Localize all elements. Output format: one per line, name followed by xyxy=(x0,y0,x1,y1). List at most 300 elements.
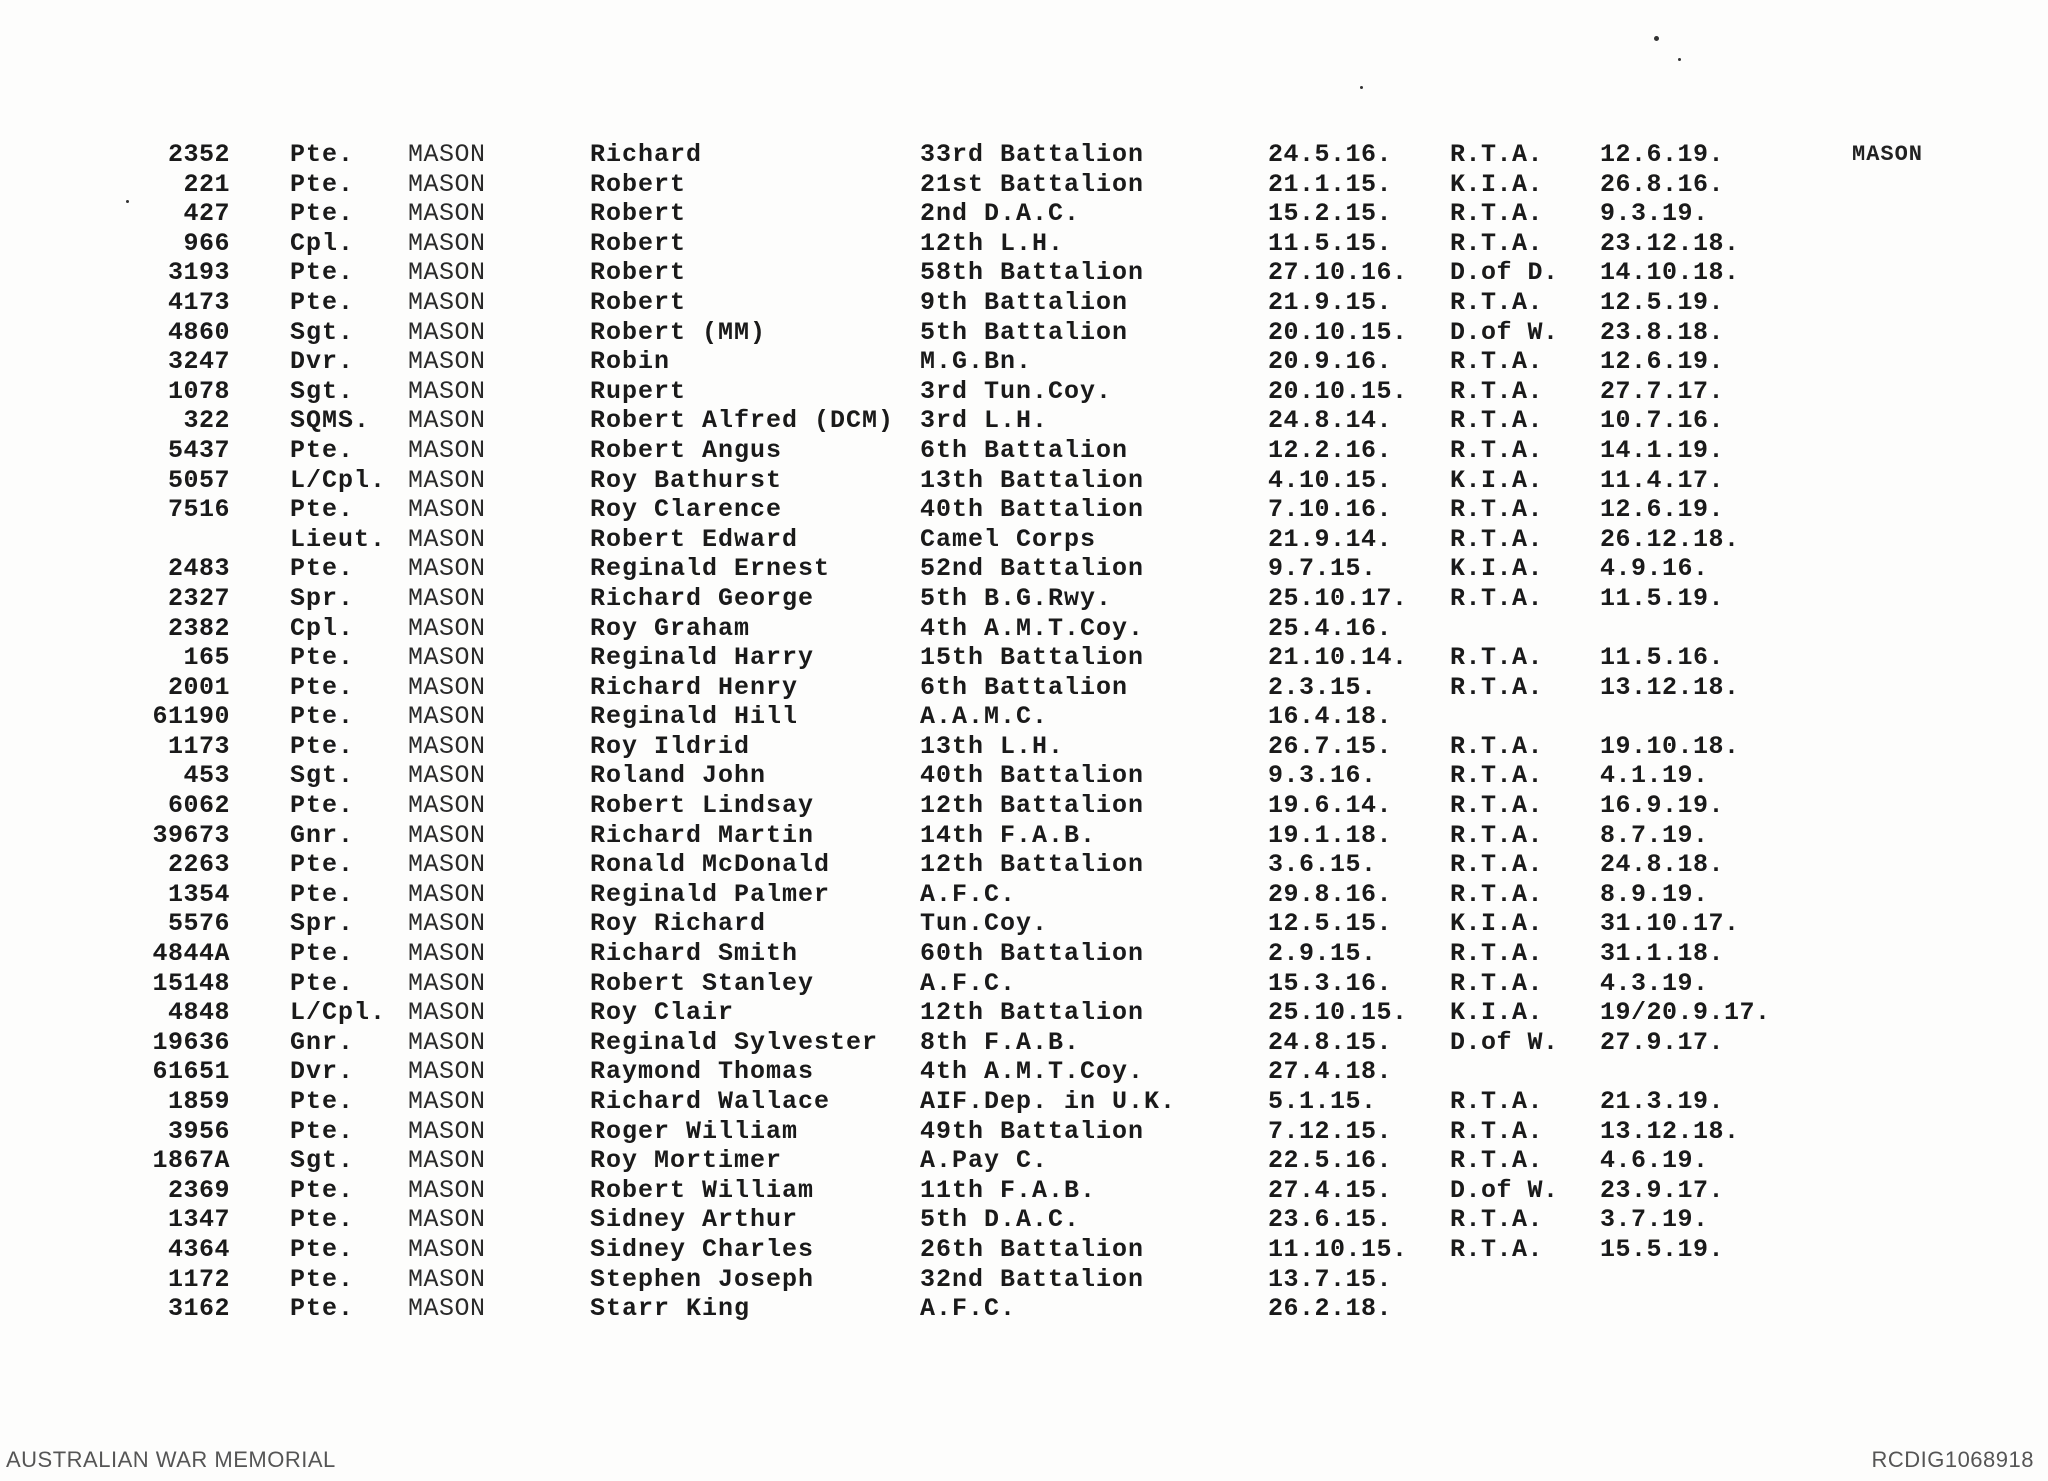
roll-entry xyxy=(90,1117,1810,1147)
unit: 49th Battalion xyxy=(920,1116,1145,1146)
roll-entry xyxy=(90,1146,1810,1176)
unit: Tun.Coy. xyxy=(920,909,1049,939)
rank: Pte. xyxy=(290,169,355,199)
roll-entry xyxy=(90,1235,1810,1265)
roll-entry xyxy=(90,880,1810,910)
surname: MASON xyxy=(408,1294,486,1324)
enlistment-date: 20.10.15. xyxy=(1268,317,1408,347)
enlistment-date: 13.7.15. xyxy=(1268,1264,1393,1294)
roll-entry xyxy=(90,939,1810,969)
fate-date: 15.5.19. xyxy=(1600,1234,1725,1264)
unit: 11th F.A.B. xyxy=(920,1175,1097,1205)
fate-date: 16.9.19. xyxy=(1600,791,1725,821)
fate: K.I.A. xyxy=(1450,909,1544,939)
service-number: 61190 xyxy=(152,702,230,732)
rank: Pte. xyxy=(290,1294,355,1324)
surname: MASON xyxy=(408,968,486,998)
enlistment-date: 25.10.17. xyxy=(1268,583,1408,613)
surname: MASON xyxy=(408,820,486,850)
rank: Spr. xyxy=(290,909,355,939)
fate: R.T.A. xyxy=(1450,435,1544,465)
fate: R.T.A. xyxy=(1450,524,1544,554)
surname: MASON xyxy=(408,1146,486,1176)
surname: MASON xyxy=(408,140,486,169)
service-number: 3193 xyxy=(167,258,230,288)
unit: 6th Battalion xyxy=(920,672,1129,702)
surname: MASON xyxy=(408,317,486,347)
rank: Pte. xyxy=(290,1205,355,1235)
service-number: 966 xyxy=(183,228,230,258)
surname: MASON xyxy=(408,1205,486,1235)
fate-date: 12.6.19. xyxy=(1600,495,1725,525)
fate-date: 26.12.18. xyxy=(1600,524,1740,554)
surname: MASON xyxy=(408,850,486,880)
given-names: Robert xyxy=(590,199,687,229)
enlistment-date: 24.8.15. xyxy=(1268,1027,1393,1057)
roll-entry xyxy=(90,554,1810,584)
given-names: Roger William xyxy=(590,1116,799,1146)
nominal-roll-list xyxy=(90,140,1810,1324)
enlistment-date: 29.8.16. xyxy=(1268,879,1393,909)
service-number: 2001 xyxy=(167,672,230,702)
given-names: Rupert xyxy=(590,376,687,406)
service-number: 4848 xyxy=(167,998,230,1028)
fate-date: 19.10.18. xyxy=(1600,731,1740,761)
rank: Pte. xyxy=(290,1264,355,1294)
service-number: 427 xyxy=(183,199,230,229)
enlistment-date: 9.3.16. xyxy=(1268,761,1377,791)
service-number: 1172 xyxy=(167,1264,230,1294)
unit: 12th Battalion xyxy=(920,998,1145,1028)
service-number: 4173 xyxy=(167,287,230,317)
unit: 8th F.A.B. xyxy=(920,1027,1081,1057)
surname: MASON xyxy=(408,1116,486,1146)
surname: MASON xyxy=(408,524,486,554)
rank: Pte. xyxy=(290,287,355,317)
dust-speck xyxy=(1654,36,1659,41)
enlistment-date: 16.4.18. xyxy=(1268,702,1393,732)
dust-speck xyxy=(1678,58,1681,61)
given-names: Roy Clarence xyxy=(590,495,783,525)
rank: Gnr. xyxy=(290,820,355,850)
fate-date: 11.5.16. xyxy=(1600,643,1725,673)
roll-entry xyxy=(90,1205,1810,1235)
service-number: 453 xyxy=(183,761,230,791)
enlistment-date: 24.5.16. xyxy=(1268,140,1393,169)
enlistment-date: 21.9.15. xyxy=(1268,287,1393,317)
roll-entry xyxy=(90,1028,1810,1058)
roll-entry xyxy=(90,318,1810,348)
given-names: Roy Clair xyxy=(590,998,735,1028)
fate: R.T.A. xyxy=(1450,672,1544,702)
service-number: 5576 xyxy=(167,909,230,939)
fate-date: 23.12.18. xyxy=(1600,228,1740,258)
fate: R.T.A. xyxy=(1450,199,1544,229)
surname: MASON xyxy=(408,702,486,732)
enlistment-date: 21.9.14. xyxy=(1268,524,1393,554)
given-names: Robin xyxy=(590,347,671,377)
enlistment-date: 5.1.15. xyxy=(1268,1087,1377,1116)
surname: MASON xyxy=(408,1234,486,1264)
service-number: 3956 xyxy=(167,1116,230,1146)
footer-institution: AUSTRALIAN WAR MEMORIAL xyxy=(6,1447,336,1472)
roll-entry xyxy=(90,466,1810,496)
given-names: Roy Richard xyxy=(590,909,767,939)
enlistment-date: 26.7.15. xyxy=(1268,731,1393,761)
unit: 60th Battalion xyxy=(920,939,1145,969)
fate-date: 11.5.19. xyxy=(1600,583,1725,613)
fate: R.T.A. xyxy=(1450,495,1544,525)
fate-date: 8.9.19. xyxy=(1600,879,1709,909)
fate-date: 24.8.18. xyxy=(1600,850,1725,880)
fate: R.T.A. xyxy=(1450,1087,1544,1116)
rank: L/Cpl. xyxy=(290,465,387,495)
fate: R.T.A. xyxy=(1450,761,1544,791)
enlistment-date: 22.5.16. xyxy=(1268,1146,1393,1176)
rank: Sgt. xyxy=(290,317,355,347)
surname: MASON xyxy=(408,672,486,702)
rank: Pte. xyxy=(290,879,355,909)
unit: AIF.Dep. in U.K. xyxy=(920,1087,1177,1116)
rank: Pte. xyxy=(290,1175,355,1205)
enlistment-date: 27.10.16. xyxy=(1268,258,1408,288)
rank: Pte. xyxy=(290,850,355,880)
fate-date: 13.12.18. xyxy=(1600,672,1740,702)
given-names: Sidney Charles xyxy=(590,1234,815,1264)
rank: Pte. xyxy=(290,731,355,761)
unit: M.G.Bn. xyxy=(920,347,1033,377)
given-names: Richard Smith xyxy=(590,939,799,969)
roll-entry xyxy=(90,199,1810,229)
fate-date: 23.8.18. xyxy=(1600,317,1725,347)
given-names: Robert xyxy=(590,258,687,288)
given-names: Roland John xyxy=(590,761,767,791)
roll-entry xyxy=(90,140,1810,170)
enlistment-date: 15.2.15. xyxy=(1268,199,1393,229)
roll-entry xyxy=(90,821,1810,851)
rank: Pte. xyxy=(290,495,355,525)
rank: Pte. xyxy=(290,554,355,584)
rank: Pte. xyxy=(290,672,355,702)
fate-date: 4.6.19. xyxy=(1600,1146,1709,1176)
roll-entry xyxy=(90,377,1810,407)
roll-entry xyxy=(90,1057,1810,1087)
enlistment-date: 20.9.16. xyxy=(1268,347,1393,377)
fate: R.T.A. xyxy=(1450,406,1544,436)
unit: A.A.M.C. xyxy=(920,702,1049,732)
surname: MASON xyxy=(408,435,486,465)
rank: L/Cpl. xyxy=(290,998,387,1028)
given-names: Roy Bathurst xyxy=(590,465,783,495)
given-names: Robert Angus xyxy=(590,435,783,465)
fate-date: 12.5.19. xyxy=(1600,287,1725,317)
unit: 13th L.H. xyxy=(920,731,1065,761)
fate: R.T.A. xyxy=(1450,1234,1544,1264)
enlistment-date: 11.5.15. xyxy=(1268,228,1393,258)
given-names: Ronald McDonald xyxy=(590,850,831,880)
service-number: 1347 xyxy=(167,1205,230,1235)
service-number: 2369 xyxy=(167,1175,230,1205)
given-names: Roy Graham xyxy=(590,613,751,643)
surname: MASON xyxy=(408,791,486,821)
rank: Pte. xyxy=(290,199,355,229)
unit: 4th A.M.T.Coy. xyxy=(920,613,1145,643)
rank: Pte. xyxy=(290,258,355,288)
enlistment-date: 27.4.15. xyxy=(1268,1175,1393,1205)
unit: 5th D.A.C. xyxy=(920,1205,1081,1235)
fate: K.I.A. xyxy=(1450,169,1544,199)
enlistment-date: 11.10.15. xyxy=(1268,1234,1408,1264)
fate-date: 4.1.19. xyxy=(1600,761,1709,791)
fate: R.T.A. xyxy=(1450,1116,1544,1146)
service-number: 2352 xyxy=(167,140,230,169)
rank: Lieut. xyxy=(290,524,387,554)
fate: R.T.A. xyxy=(1450,879,1544,909)
rank: Pte. xyxy=(290,140,355,169)
roll-entry xyxy=(90,673,1810,703)
unit: 40th Battalion xyxy=(920,495,1145,525)
given-names: Richard George xyxy=(590,583,815,613)
enlistment-date: 25.10.15. xyxy=(1268,998,1408,1028)
unit: A.F.C. xyxy=(920,968,1017,998)
surname: MASON xyxy=(408,1264,486,1294)
unit: 9th Battalion xyxy=(920,287,1129,317)
service-number: 3162 xyxy=(167,1294,230,1324)
unit: 14th F.A.B. xyxy=(920,820,1097,850)
fate-date: 14.10.18. xyxy=(1600,258,1740,288)
roll-entry xyxy=(90,495,1810,525)
service-number: 6062 xyxy=(167,791,230,821)
enlistment-date: 9.7.15. xyxy=(1268,554,1377,584)
given-names: Robert Stanley xyxy=(590,968,815,998)
enlistment-date: 15.3.16. xyxy=(1268,968,1393,998)
rank: Pte. xyxy=(290,435,355,465)
rank: Pte. xyxy=(290,1087,355,1116)
given-names: Richard Henry xyxy=(590,672,799,702)
rank: Sgt. xyxy=(290,376,355,406)
roll-entry xyxy=(90,643,1810,673)
unit: 5th B.G.Rwy. xyxy=(920,583,1113,613)
unit: 58th Battalion xyxy=(920,258,1145,288)
given-names: Robert xyxy=(590,169,687,199)
fate-date: 11.4.17. xyxy=(1600,465,1725,495)
given-names: Robert xyxy=(590,287,687,317)
roll-entry xyxy=(90,288,1810,318)
unit: 52nd Battalion xyxy=(920,554,1145,584)
surname: MASON xyxy=(408,939,486,969)
fate: R.T.A. xyxy=(1450,1146,1544,1176)
enlistment-date: 23.6.15. xyxy=(1268,1205,1393,1235)
roll-entry xyxy=(90,258,1810,288)
fate: D.of W. xyxy=(1450,1027,1559,1057)
unit: 21st Battalion xyxy=(920,169,1145,199)
service-number: 1173 xyxy=(167,731,230,761)
enlistment-date: 2.3.15. xyxy=(1268,672,1377,702)
given-names: Robert William xyxy=(590,1175,815,1205)
fate-date: 27.9.17. xyxy=(1600,1027,1725,1057)
given-names: Robert Edward xyxy=(590,524,799,554)
fate: R.T.A. xyxy=(1450,820,1544,850)
service-number: 4860 xyxy=(167,317,230,347)
given-names: Reginald Harry xyxy=(590,643,815,673)
service-number: 39673 xyxy=(152,820,230,850)
unit: 15th Battalion xyxy=(920,643,1145,673)
roll-entry xyxy=(90,1176,1810,1206)
surname: MASON xyxy=(408,287,486,317)
roll-entry xyxy=(90,732,1810,762)
unit: 12th Battalion xyxy=(920,850,1145,880)
enlistment-date: 19.1.18. xyxy=(1268,820,1393,850)
fate: D.of D. xyxy=(1450,258,1559,288)
fate: R.T.A. xyxy=(1450,347,1544,377)
roll-entry xyxy=(90,761,1810,791)
roll-entry xyxy=(90,791,1810,821)
service-number: 165 xyxy=(183,643,230,673)
roll-entry xyxy=(90,998,1810,1028)
rank: Spr. xyxy=(290,583,355,613)
rank: Pte. xyxy=(290,791,355,821)
fate: R.T.A. xyxy=(1450,140,1544,169)
fate: D.of W. xyxy=(1450,317,1559,347)
unit: 33rd Battalion xyxy=(920,140,1145,169)
surname: MASON xyxy=(408,199,486,229)
surname: MASON xyxy=(408,583,486,613)
fate-date: 13.12.18. xyxy=(1600,1116,1740,1146)
fate: R.T.A. xyxy=(1450,850,1544,880)
enlistment-date: 7.10.16. xyxy=(1268,495,1393,525)
unit: 12th Battalion xyxy=(920,791,1145,821)
roll-entry xyxy=(90,584,1810,614)
fate: R.T.A. xyxy=(1450,583,1544,613)
surname: MASON xyxy=(408,554,486,584)
unit: A.F.C. xyxy=(920,879,1017,909)
roll-entry xyxy=(90,909,1810,939)
rank: Pte. xyxy=(290,939,355,969)
given-names: Robert xyxy=(590,228,687,258)
surname: MASON xyxy=(408,879,486,909)
service-number: 2263 xyxy=(167,850,230,880)
surname: MASON xyxy=(408,613,486,643)
service-number: 15148 xyxy=(152,968,230,998)
surname: MASON xyxy=(408,347,486,377)
enlistment-date: 20.10.15. xyxy=(1268,376,1408,406)
unit: Camel Corps xyxy=(920,524,1097,554)
enlistment-date: 19.6.14. xyxy=(1268,791,1393,821)
enlistment-date: 25.4.16. xyxy=(1268,613,1393,643)
unit: 5th Battalion xyxy=(920,317,1129,347)
fate-date: 21.3.19. xyxy=(1600,1087,1725,1116)
surname: MASON xyxy=(408,1087,486,1116)
roll-entry xyxy=(90,1265,1810,1295)
service-number: 19636 xyxy=(152,1027,230,1057)
enlistment-date: 2.9.15. xyxy=(1268,939,1377,969)
roll-entry xyxy=(90,702,1810,732)
unit: 6th Battalion xyxy=(920,435,1129,465)
fate: R.T.A. xyxy=(1450,939,1544,969)
fate-date: 3.7.19. xyxy=(1600,1205,1709,1235)
service-number: 221 xyxy=(183,169,230,199)
unit: 4th A.M.T.Coy. xyxy=(920,1057,1145,1087)
enlistment-date: 12.5.15. xyxy=(1268,909,1393,939)
surname: MASON xyxy=(408,909,486,939)
surname: MASON xyxy=(408,376,486,406)
rank: Pte. xyxy=(290,643,355,673)
rank: Pte. xyxy=(290,702,355,732)
fate-date: 9.3.19. xyxy=(1600,199,1709,229)
given-names: Reginald Hill xyxy=(590,702,799,732)
enlistment-date: 12.2.16. xyxy=(1268,435,1393,465)
surname: MASON xyxy=(408,731,486,761)
rank: SQMS. xyxy=(290,406,371,436)
fate-date: 23.9.17. xyxy=(1600,1175,1725,1205)
roll-entry xyxy=(90,1087,1810,1117)
unit: 32nd Battalion xyxy=(920,1264,1145,1294)
surname: MASON xyxy=(408,761,486,791)
roll-entry xyxy=(90,525,1810,555)
surname: MASON xyxy=(408,1057,486,1087)
fate-date: 31.1.18. xyxy=(1600,939,1725,969)
fate: R.T.A. xyxy=(1450,287,1544,317)
service-number: 5437 xyxy=(167,435,230,465)
fate: R.T.A. xyxy=(1450,228,1544,258)
unit: 3rd Tun.Coy. xyxy=(920,376,1113,406)
fate-date: 31.10.17. xyxy=(1600,909,1740,939)
given-names: Reginald Palmer xyxy=(590,879,831,909)
surname: MASON xyxy=(408,998,486,1028)
fate-date: 4.9.16. xyxy=(1600,554,1709,584)
roll-entry xyxy=(90,969,1810,999)
fate: R.T.A. xyxy=(1450,968,1544,998)
surname: MASON xyxy=(408,1027,486,1057)
given-names: Roy Mortimer xyxy=(590,1146,783,1176)
enlistment-date: 26.2.18. xyxy=(1268,1294,1393,1324)
enlistment-date: 4.10.15. xyxy=(1268,465,1393,495)
unit: A.F.C. xyxy=(920,1294,1017,1324)
fate-date: 14.1.19. xyxy=(1600,435,1725,465)
service-number: 7516 xyxy=(167,495,230,525)
rank: Cpl. xyxy=(290,613,355,643)
fate-date: 26.8.16. xyxy=(1600,169,1725,199)
dust-speck xyxy=(1360,86,1363,89)
unit: 3rd L.H. xyxy=(920,406,1049,436)
enlistment-date: 21.1.15. xyxy=(1268,169,1393,199)
given-names: Raymond Thomas xyxy=(590,1057,815,1087)
fate: R.T.A. xyxy=(1450,376,1544,406)
roll-entry xyxy=(90,436,1810,466)
given-names: Richard Wallace xyxy=(590,1087,831,1116)
service-number: 2483 xyxy=(167,554,230,584)
enlistment-date: 21.10.14. xyxy=(1268,643,1408,673)
rank: Dvr. xyxy=(290,347,355,377)
fate-date: 12.6.19. xyxy=(1600,140,1725,169)
service-number: 1859 xyxy=(167,1087,230,1116)
surname: MASON xyxy=(408,169,486,199)
enlistment-date: 3.6.15. xyxy=(1268,850,1377,880)
fate-date: 10.7.16. xyxy=(1600,406,1725,436)
rank: Pte. xyxy=(290,1116,355,1146)
given-names: Richard xyxy=(590,140,703,169)
given-names: Roy Ildrid xyxy=(590,731,751,761)
surname: MASON xyxy=(408,465,486,495)
service-number: 61651 xyxy=(152,1057,230,1087)
given-names: Reginald Sylvester xyxy=(590,1027,879,1057)
rank: Cpl. xyxy=(290,228,355,258)
rank: Dvr. xyxy=(290,1057,355,1087)
fate: R.T.A. xyxy=(1450,791,1544,821)
surname: MASON xyxy=(408,1175,486,1205)
surname-header: MASON xyxy=(1852,142,1924,167)
enlistment-date: 27.4.18. xyxy=(1268,1057,1393,1087)
